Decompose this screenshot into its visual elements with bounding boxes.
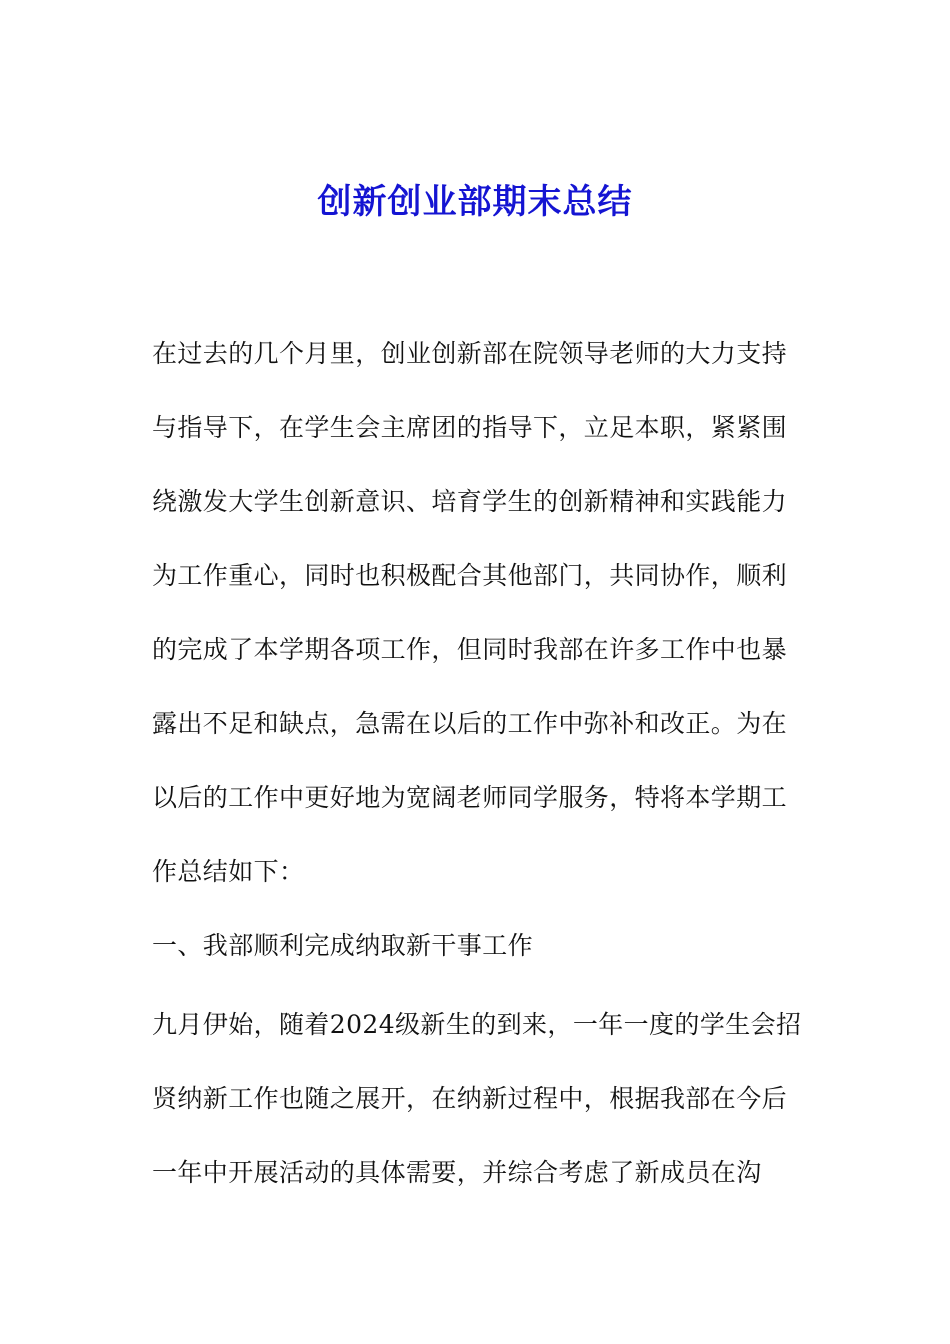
body-line-2: 与指导下，在学生会主席团的指导下，立足本职，紧紧围 xyxy=(152,413,788,442)
body-line-8: 作总结如下： xyxy=(152,857,305,886)
body-line-5: 的完成了本学期各项工作，但同时我部在许多工作中也暴 xyxy=(152,635,788,664)
body-line-4: 为工作重心，同时也积极配合其他部门，共同协作，顺利 xyxy=(152,561,788,590)
body-line-1: 在过去的几个月里，创业创新部在院领导老师的大力支持 xyxy=(152,339,788,368)
body-line-6: 露出不足和缺点，急需在以后的工作中弥补和改正。为在 xyxy=(152,709,788,738)
body-line-12: 一年中开展活动的具体需要，并综合考虑了新成员在沟 xyxy=(152,1158,762,1187)
body-line-3: 绕激发大学生创新意识、培育学生的创新精神和实践能力 xyxy=(152,487,788,516)
section-heading-1: 一、我部顺利完成纳取新干事工作 xyxy=(152,931,534,960)
document-title: 创新创业部期末总结 xyxy=(317,182,633,222)
body-line-7: 以后的工作中更好地为宽阔老师同学服务，特将本学期工 xyxy=(152,783,788,812)
body-line-11: 贤纳新工作也随之展开，在纳新过程中，根据我部在今后 xyxy=(152,1084,788,1113)
body-line-10: 九月伊始，随着2024级新生的到来，一年一度的学生会招 xyxy=(152,1010,802,1039)
